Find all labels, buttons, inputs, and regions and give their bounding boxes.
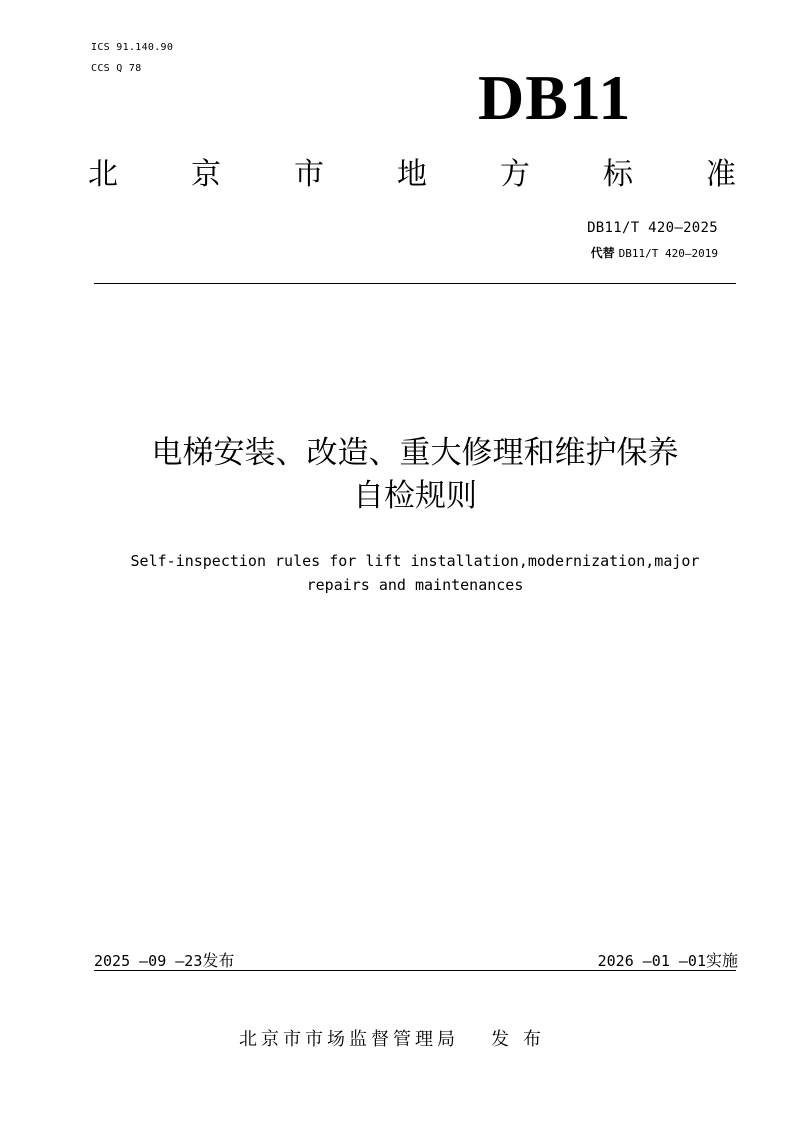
replaces-code: DB11/T 420—2019 <box>618 247 718 260</box>
chinese-title <box>94 432 736 518</box>
implementation-date-label: 实施 <box>705 951 738 970</box>
issue-date-value: 2025 —09 —23 <box>94 952 203 970</box>
bottom-divider <box>94 970 736 971</box>
db11-logo: DB11 <box>478 62 632 133</box>
publisher-action: 发布 <box>491 1029 555 1050</box>
top-divider <box>94 283 736 284</box>
standard-type-char: 方 <box>500 157 530 192</box>
publisher-org: 北京市市场监督管理局 <box>239 1029 459 1050</box>
standard-type-char: 北 <box>88 157 118 192</box>
standard-type-char: 地 <box>397 157 427 192</box>
implementation-date <box>598 948 738 971</box>
issue-date <box>94 948 234 971</box>
english-title-line-2: repairs and maintenances <box>306 576 524 594</box>
issue-date-label: 发布 <box>202 951 235 970</box>
replaces-line <box>591 244 718 261</box>
standard-type-char: 市 <box>294 157 324 192</box>
english-title <box>94 549 736 597</box>
publisher-line <box>0 1025 794 1051</box>
ccs-code: CCS Q 78 <box>91 63 142 74</box>
standard-type-char: 准 <box>706 157 736 192</box>
standard-type-heading <box>88 155 736 195</box>
implementation-date-value: 2026 —01 —01 <box>597 952 706 970</box>
standard-type-char: 标 <box>603 157 633 192</box>
replaces-label: 代替 <box>590 246 615 260</box>
ics-code: ICS 91.140.90 <box>91 42 174 53</box>
chinese-title-line-1: 电梯安装、改造、重大修理和维护保养 <box>151 435 679 471</box>
english-title-line-1: Self-inspection rules for lift installation,modernization,major <box>130 552 700 570</box>
standard-type-char: 京 <box>191 157 221 192</box>
standard-code: DB11/T 420—2025 <box>587 220 718 236</box>
chinese-title-line-2: 自检规则 <box>353 478 477 514</box>
